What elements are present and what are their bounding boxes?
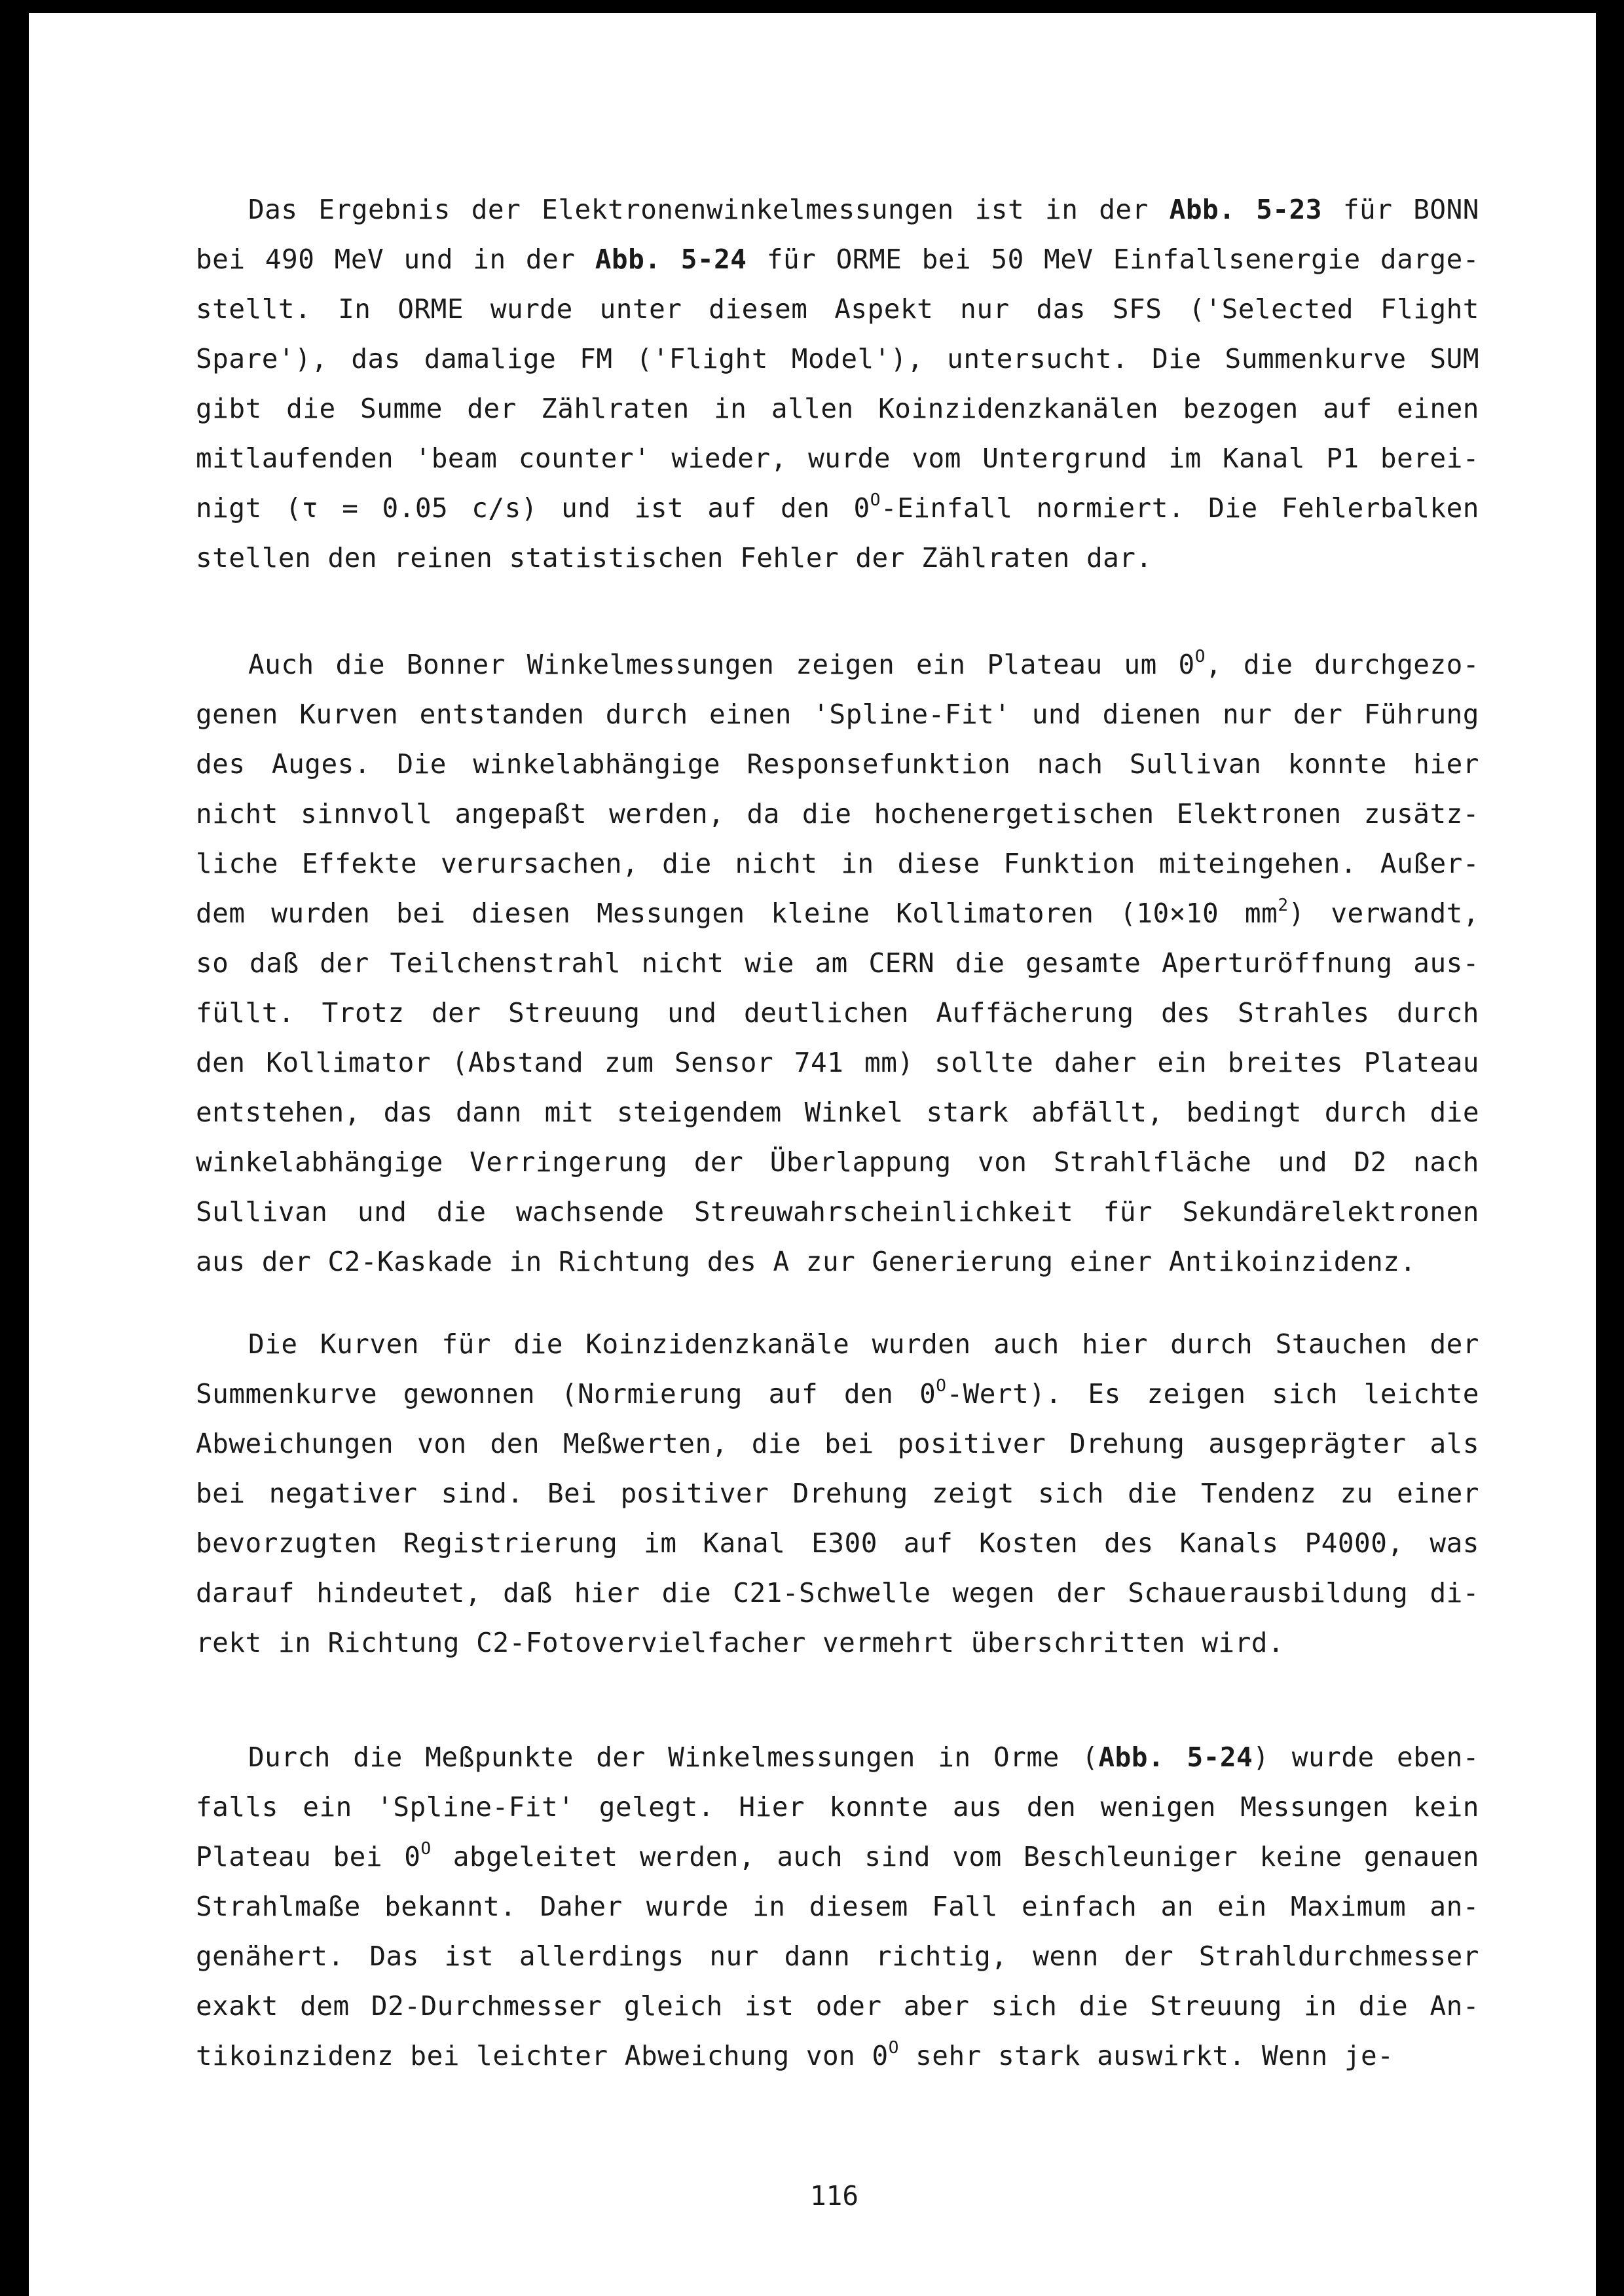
text-line: nigt (τ = 0.05 c/s) und ist auf den $0^O$-Einfall normiert. Die Fehlerbalken	[196, 490, 1479, 524]
text-line: tikoinzidenz bei leichter Abweichung von $0^O$ sehr stark auswirkt. Wenn je-	[196, 2038, 1394, 2071]
paragraph-2	[196, 640, 1479, 1286]
superscript: O	[888, 2038, 899, 2058]
text-line: winkelabhängige Verringerung der Überlappung von Strahlfläche und D2 nach	[196, 1146, 1479, 1178]
document-page	[29, 13, 1596, 2296]
superscript: O	[870, 490, 881, 510]
text-line: Durch die Meßpunkte der Winkelmessungen in Orme (Abb. 5-24) wurde eben-	[248, 1741, 1479, 1773]
text-line: Plateau bei $0^O$ abgeleitet werden, auch sind vom Beschleuniger keine genauen	[196, 1839, 1479, 1872]
text-line: falls ein 'Spline-Fit' gelegt. Hier konnte aus den wenigen Messungen kein	[196, 1791, 1479, 1823]
superscript: O	[936, 1376, 947, 1396]
text-line: so daß der Teilchenstrahl nicht wie am CERN die gesamte Aperturöffnung aus-	[196, 947, 1479, 979]
text-line: füllt. Trotz der Streuung und deutlichen Auffächerung des Strahles durch	[196, 997, 1479, 1029]
text-line: Das Ergebnis der Elektronenwinkelmessungen ist in der Abb. 5-23 für BONN	[248, 194, 1479, 225]
text-line: Spare'), das damalige FM ('Flight Model'), untersucht. Die Summenkurve SUM	[196, 343, 1479, 374]
superscript: O	[1194, 647, 1206, 666]
text-line: stellt. In ORME wurde unter diesem Aspekt nur das SFS ('Selected Flight	[196, 293, 1479, 325]
superscript: O	[420, 1839, 432, 1859]
text-line: den Kollimator (Abstand zum Sensor 741 mm) sollte daher ein breites Plateau	[196, 1047, 1479, 1078]
text-line: bei negativer sind. Bei positiver Drehung zeigt sich die Tendenz zu einer	[196, 1478, 1479, 1509]
figure-reference: Abb. 5-24	[1098, 1741, 1253, 1773]
text-line: rekt in Richtung C2-Fotovervielfacher vermehrt überschritten wird.	[196, 1627, 1285, 1658]
text-line: Die Kurven für die Koinzidenzkanäle wurden auch hier durch Stauchen der	[248, 1328, 1479, 1360]
text-line: des Auges. Die winkelabhängige Responsefunktion nach Sullivan konnte hier	[196, 748, 1479, 780]
paragraph-1	[196, 185, 1479, 583]
text-line: gibt die Summe der Zählraten in allen Koinzidenzkanälen bezogen auf einen	[196, 393, 1479, 424]
page-number: 116	[809, 2180, 859, 2212]
text-line: stellen den reinen statistischen Fehler der Zählraten dar.	[196, 542, 1153, 574]
text-line: darauf hindeutet, daß hier die C21-Schwelle wegen der Schauerausbildung di-	[196, 1577, 1479, 1609]
text-line: genen Kurven entstanden durch einen 'Spline-Fit' und dienen nur der Führung	[196, 699, 1479, 730]
text-line: entstehen, das dann mit steigendem Winkel stark abfällt, bedingt durch die	[196, 1097, 1479, 1128]
text-line: Sullivan und die wachsende Streuwahrscheinlichkeit für Sekundärelektronen	[196, 1196, 1479, 1228]
text-line: nicht sinnvoll angepaßt werden, da die hochenergetischen Elektronen zusätz-	[196, 798, 1479, 829]
text-line: exakt dem D2-Durchmesser gleich ist oder aber sich die Streuung in die An-	[196, 1990, 1479, 2022]
text-line: bevorzugten Registrierung im Kanal E300 auf Kosten des Kanals P4000, was	[196, 1527, 1479, 1559]
superscript: 2	[1278, 896, 1289, 915]
paragraph-3	[196, 1319, 1479, 1667]
text-line: dem wurden bei diesen Messungen kleine Kollimatoren (10×10 $mm^2$) verwandt,	[196, 896, 1480, 929]
text-line: mitlaufenden 'beam counter' wieder, wurde vom Untergrund im Kanal P1 berei-	[196, 443, 1479, 474]
figure-reference: Abb. 5-23	[1169, 194, 1322, 225]
paragraph-4	[196, 1732, 1479, 2081]
text-line: liche Effekte verursachen, die nicht in diese Funktion miteingehen. Außer-	[196, 848, 1479, 879]
text-line: bei 490 MeV und in der Abb. 5-24 für ORME bei 50 MeV Einfallsenergie darge-	[196, 244, 1480, 275]
text-line: Abweichungen von den Meßwerten, die bei positiver Drehung ausgeprägter als	[196, 1428, 1479, 1459]
figure-reference: Abb. 5-24	[595, 244, 747, 275]
text-line: aus der C2-Kaskade in Richtung des A zur Generierung einer Antikoinzidenz.	[196, 1246, 1416, 1277]
text-line: Auch die Bonner Winkelmessungen zeigen ein Plateau um $0^O$, die durchgezo-	[248, 647, 1480, 680]
text-line: Strahlmaße bekannt. Daher wurde in diesem Fall einfach an ein Maximum an-	[196, 1891, 1479, 1922]
text-line: genähert. Das ist allerdings nur dann richtig, wenn der Strahldurchmesser	[196, 1941, 1479, 1972]
text-line: Summenkurve gewonnen (Normierung auf den $0^O-Wert$). Es zeigen sich leichte	[196, 1376, 1479, 1410]
